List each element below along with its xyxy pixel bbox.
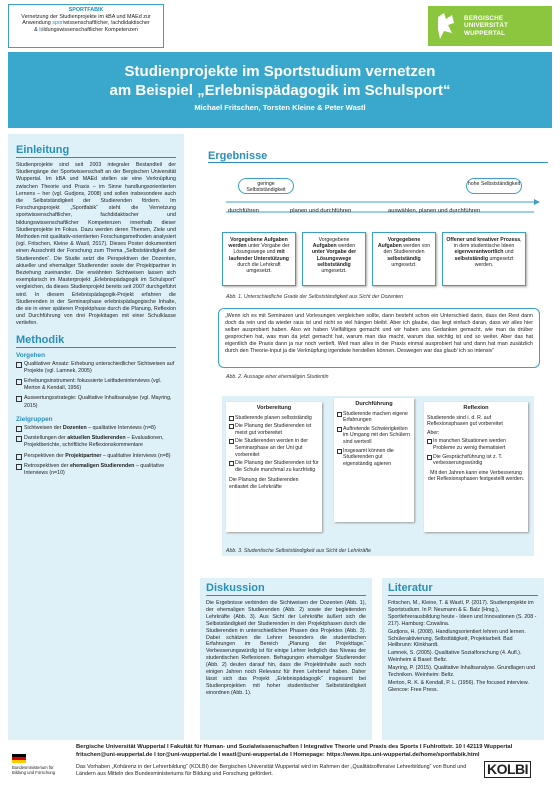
- footer-funding: Das Vorhaben „Kohärenz in der Lehrerbildung“ (KOLBI) der Bergischen Universität Wuppertal wird im Rahmen der „Qualitätsoffensive Lehrerbildung“ von Bund und Ländern aus Mitteln des Bundesministeriums für Bildung und Forschung gefördert.: [76, 764, 467, 777]
- reflexion-footer: Mit den Jahren kann eine Verbesserung der Reflexionsphasen festgestellt werden.: [427, 469, 525, 483]
- bmbf-logo: [12, 754, 68, 775]
- literatur-heading: Literatur: [388, 582, 538, 596]
- target-group-item: Retrospektiven der ehemaligen Studierenden – qualitative Interviews (n=10): [16, 463, 176, 477]
- reference-item: Lamnek, S. (2005). Qualitative Sozialforschung (4. Aufl.). Weinheim & Basel: Beltz.: [388, 650, 522, 664]
- independence-level-4: Offener und kreativer Prozess, in dem studentische Ideen eigenverantwortlich und selbstständig umgesetzt werden.: [442, 232, 526, 286]
- einleitung-text: Studienprojekte sind seit 2003 integraler Bestandteil der Studiengänge der Sportwissenschaft an der Bergischen Universität Wuppertal. Im kBA und MAEd stellen sie eine Verknüpfung zwischen Theorie und Praxis – im Sinne handlungsorientierten Lernens – her (vgl. Gudjons, 2008) und sollen insbesondere auch die Selbstständigkeit der Studierenden fördern. Im Forschungsprojekt „Sportfabik“ steht die Vernetzung sportwissenschaftlicher, fachdidaktischer und bildungswissenschaftlicher Kompetenzen innerhalb dieser Studienprojekte im Fokus. Dazu werden deren Themen, Ziele und Methoden mit qualitativ-orientierten Forschungsmethoden analysiert (vgl. Fritschen, Kleine & Wastl, 2017). Dieses Poster dokumentiert einen Ausschnitt der Forschung zum Thema „Selbstständigkeit der Studierenden“. Die Studie setzt die Perspektiven der Dozenten, aktueller und ehemaliger Studierender sowie der Projektpartner in Beziehung zueinander. Die erwähnten Sichtweisen lassen sich exemplarisch im Masterprojekt „Erlebnispädagogik im Schulsport“ vergleichen, da dieses Studienprojekt bereits seit 2007 durchgeführt wird. In diesem Erlebnispädagogik-Projekt erfahren die Studierenden in der Seminarphase erlebnispädagogische Inhalte, die sie in einer späteren Projektphase durch die Planung, Reflexion und Durchführung von drei Projekttagen mit einer Schulklasse vertiefen.: [16, 162, 176, 327]
- reference-item: Gudjons, H. (2008). Handlungsorientiert lehren und lernen. Schüleraktivierung, Selbsttätigkeit, Projektarbeit. Bad Heilbrunn: Klinkhardt.: [388, 628, 526, 649]
- footer-address: Bergische Universität Wuppertal I Fakultät für Human- und Sozialwissenschaften I Integrative Theorie und Praxis des Sports I Fuhlrottstr. 10 I 42119 Wuppertal: [76, 744, 513, 750]
- durchfuehrung-item: Insgesamt können die Studierenden gut eigenständig agieren: [337, 448, 411, 468]
- kolbi-logo: KOLBI: [484, 761, 531, 778]
- left-column: [8, 134, 184, 740]
- durchfuehrung-item: Studierende machen eigene Erfahrungen: [337, 411, 411, 424]
- vorbereitung-box: [226, 402, 322, 532]
- footer-contacts[interactable]: fritschen@uni-wuppertal.de I tor@uni-wuppertal.de I wastl@uni-wuppertal.de I Homepage: https://www.itps.uni-wuppertal.de/home/sportfabik.html: [76, 752, 480, 758]
- project-info-line-3: & bildungswissenschaftlicher Kompetenzen: [34, 26, 138, 33]
- reflexion-heading: Reflexion: [463, 405, 489, 411]
- reference-item: Fritschen, M., Kleine, T. & Wastl, P. (2017). Studienprojekte im Sportstudium. In P. Neumann & E. Balz (Hrsg.), Sportlehrerausbildung heute - Ideen und Innovationen (S. 208 - 217). Hamburg: Czwalina.: [388, 600, 537, 627]
- reflexion-aber: Aber:: [427, 429, 440, 436]
- logo-line-2: UNIVERSITÄT: [464, 22, 509, 30]
- vorgehen-heading: Vorgehen: [16, 351, 45, 359]
- independence-level-2: Vorgegebene Aufgaben werden unter Vorgabe der Lösungswege selbstständig umgesetzt.: [302, 232, 366, 286]
- reference-item: Merton, R. K. & Kendall, P. L. (1956). The focused interview. Glencoe: Free Press.: [388, 679, 529, 693]
- method-item: Erhebungsinstrument: fokussierte Leitfadeninterviews (vgl. Merton & Kendall, 1956): [16, 378, 176, 392]
- zielgruppen-heading: Zielgruppen: [16, 415, 53, 423]
- university-logo[interactable]: [428, 6, 552, 46]
- reflexion-item: In manchen Situationen werden Probleme zu wenig thematisiert: [427, 438, 525, 451]
- university-crest-icon: [434, 11, 458, 41]
- sportfabik-label: SPORTFABIK: [68, 7, 104, 13]
- durchfuehrung-heading: Durchführung: [355, 401, 393, 407]
- title-banner: [8, 52, 552, 128]
- target-group-item: Perspektiven der Projektpartner – qualitative Interviews (n=8): [16, 453, 176, 460]
- target-group-item: Sichtweisen der Dozenten – qualitative Interviews (n=8): [16, 425, 176, 432]
- independence-level-3: Vorgegebene Aufgaben werden von den Studierenden selbstständig umgesetzt.: [372, 232, 436, 286]
- durchfuehrung-box: [334, 398, 414, 522]
- footer: [0, 742, 560, 793]
- ergebnisse-heading: Ergebnisse: [208, 150, 548, 163]
- logo-line-3: WUPPERTAL: [464, 29, 506, 37]
- arrow-label-3: auswählen, planen und durchführen: [388, 208, 481, 214]
- project-info-line-1: Vernetzung der Studienprojekte im kBA und MAEd zur: [21, 13, 151, 20]
- reflexion-box: [424, 402, 528, 532]
- low-independence-pill: geringe Selbstständigkeit: [238, 178, 294, 194]
- vorbereitung-item: Die Planung der Studierenden ist für die Schule manchmal zu kurzfristig: [229, 460, 319, 473]
- arrow-label-2: planen und durchführen: [290, 208, 352, 214]
- eagle-icon: [12, 754, 26, 764]
- diskussion-section: [200, 578, 372, 740]
- durchfuehrung-item: Auftretende Schwierigkeiten im Umgang mit den Schülern sind wertvoll: [337, 426, 411, 446]
- poster-title: Studienprojekte im Sportstudium vernetzen am Beispiel „Erlebnispädagogik im Schulsport“: [109, 63, 451, 99]
- figure-3-caption: Abb. 3. Studentische Selbstständigkeit aus Sicht der Lehrkräfte: [226, 548, 372, 554]
- diskussion-text: Die Ergebnisse verbinden die Sichtweisen der Dozenten (Abb. 1), der ehemaligen Studierenden (Abb. 2) sowie der begleitenden Lehrkräfte (Abb. 3). Aus Sicht der Lehrkräfte äußert sich die Selbstständigkeit der Studierenden in den Projektphasen durch die Studierenden in unterschiedlichen Phasen des Projektes (Abb. 3). Dabei schätzen die Lehrer besonders die studentischen Erfahrungen im Bereich „Planung der Projekttage.“ Verbesserungswürdig ist für einige Lehrer lediglich das Niveau der studentischen Reflexionen. Befragungen ehemaliger Studierender (Abb. 2) deuten darauf hin, dass die Projektinhalte auch noch einigen Jahren noch Relevanz für ihren Lehrberuf haben. Daher lässt sich das Projekt „Erlebnispädagogik“ insgesamt bei Studienprojekten mit hoher studentischer Selbstständigkeit einordnen (Abb. 1).: [206, 600, 366, 696]
- einleitung-heading: Einleitung: [16, 144, 176, 158]
- high-independence-pill: hohe Selbstständigkeit: [466, 178, 522, 194]
- project-info-box: [8, 4, 164, 48]
- vorbereitung-item: Die Planung der Studierenden ist meist gut vorbereitet: [229, 423, 319, 436]
- independence-level-1: Vorgegebene Aufgaben werden unter Vorgabe der Lösungswege und mit laufender Unterstützung durch die Lehrkraft umgesetzt.: [222, 232, 296, 286]
- logo-line-1: BERGISCHE: [464, 14, 504, 22]
- student-quote: „Wenn ich es mit Seminaren und Vorlesungen vergleichen sollte, dann besteht schon ein Unterschied darin, dass der Rest dann doch da rein und da wieder raus ist und nicht so viel hängen bleibt. Aber ich glaube, das liegt einfach daran, dass wir alles hier selber ausprobiert haben. Also wir haben Vielfältiges gemacht und wir haben uns Gedanken gemacht, wie man da drüber gesprochen hat, was man da jetzt gemacht hat, warum man das macht, warum das wichtig ist und so weiter. Aber das hat eigentlich die Praxis dann ja nur noch vertieft. Weil man alles in der Praxis einmal ausprobiert hat und dann hat man zusätzlich durch den Theorie-Input ja die Verknüpfung irgendwie herstellen können. Deswegen war das glaub’ ich so intensiv“: [218, 308, 540, 368]
- reference-item: Mayring, P. (2015). Qualitative Inhaltsanalyse. Grundlagen und Techniken. Weinheim: Beltz.: [388, 665, 536, 679]
- bmbf-text: Bundesministerium für Bildung und Forschung: [12, 765, 56, 775]
- arrow-label-1: durchführen: [228, 208, 259, 214]
- reflexion-intro: Studierende sind i. d. R. auf Reflexionsphasen gut vorbereitet: [427, 414, 503, 428]
- figure-2-caption: Abb. 2. Aussage einer ehemaligen Studentin: [226, 374, 329, 380]
- poster-authors: Michael Fritschen, Torsten Kleine & Peter Wastl: [194, 103, 366, 112]
- figure-1-caption: Abb. 1. Unterschiedliche Grade der Selbstständigkeit aus Sicht der Dozenten: [226, 294, 404, 300]
- independence-arrow: [222, 196, 542, 218]
- vorbereitung-heading: Vorbereitung: [256, 405, 292, 411]
- project-info-line-2: Anwendung sportwissenschaftlicher, fachdidaktischer: [22, 20, 150, 27]
- literatur-section: [382, 578, 544, 740]
- methodik-heading: Methodik: [16, 334, 176, 348]
- reflexion-item: Die Gesprächsführung ist z. T. verbesserungswürdig: [427, 454, 525, 467]
- method-item: Auswertungsstrategie: Qualitative Inhaltsanalyse (vgl. Mayring, 2015): [16, 395, 176, 409]
- vorbereitung-item: Die Studierenden werden in der Seminarphase an der Uni gut vorbereitet: [229, 438, 319, 458]
- target-group-item: Darstellungen der aktuellen Studierenden – Evaluationen, Projektberichte, schriftliche Reflexionskommentare: [16, 435, 176, 449]
- method-item: Qualitativer Ansatz: Erhebung unterschiedlicher Sichtweisen auf Projekte (vgl. Lamnek, 2005): [16, 361, 176, 375]
- vorbereitung-footer: Die Planung der Studierenden entlastet die Lehrkräfte: [229, 477, 299, 490]
- vorbereitung-item: Studierende planen selbstständig: [229, 415, 319, 422]
- diskussion-heading: Diskussion: [206, 582, 366, 596]
